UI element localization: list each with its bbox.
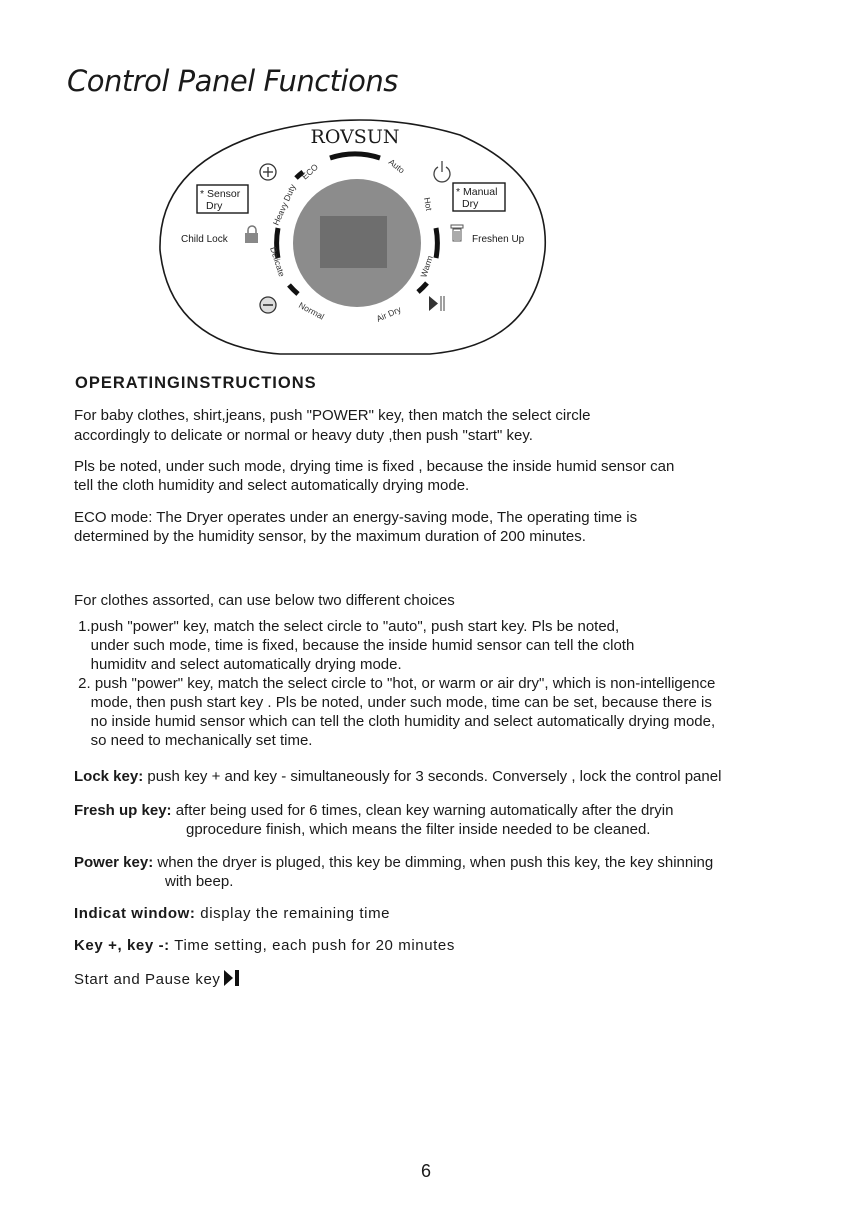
manual-dry-label-1: * Manual (456, 186, 498, 198)
child-lock-label: Child Lock (181, 234, 228, 245)
fresh-key-line (74, 801, 673, 821)
paragraph-2a: Pls be noted, under such mode, drying time is fixed , because the inside humid sensor can (74, 458, 675, 475)
power-key-text-2: with beep. (165, 873, 234, 890)
fresh-key-text-2: gprocedure finish, which means the filter inside needed to be cleaned. (186, 821, 651, 838)
ring-arc-right (436, 228, 437, 258)
power-key-text: when the dryer is pluged, this key be dimming, when push this key, the key shinning (153, 854, 714, 871)
start-pause-line (74, 969, 242, 990)
indicat-window-line (74, 904, 390, 924)
lock-key-line (74, 767, 721, 787)
minus-icon[interactable] (260, 297, 276, 313)
power-key-line (74, 853, 713, 873)
power-icon[interactable] (434, 161, 450, 182)
list-item-2a: 2. push "power" key, match the select circle to "hot, or warm or air dry", which is non-intelligence (74, 675, 716, 692)
list-item-2d: so need to mechanically set time. (74, 732, 313, 749)
ring-arc-bottomright (418, 283, 427, 292)
fresh-key-label: Fresh up key: (74, 802, 172, 819)
page-title: Control Panel Functions (67, 64, 398, 98)
freshen-up-label: Freshen Up (472, 234, 525, 245)
paragraph-2b: tell the cloth humidity and select automatically drying mode. (74, 477, 470, 494)
start-pause-text: Start and Pause key (74, 971, 221, 988)
fresh-key-text: after being used for 6 times, clean key warning automatically after the dryin (171, 802, 674, 819)
display-window (320, 216, 387, 268)
paragraph-4: For clothes assorted, can use below two different choices (74, 592, 455, 609)
paragraph-3a: ECO mode: The Dryer operates under an energy-saving mode, The operating time is (74, 509, 638, 526)
paragraph-3b: determined by the humidity sensor, by the maximum duration of 200 minutes. (74, 528, 586, 545)
program-heavy-duty: Heavy Duty (270, 182, 298, 227)
manual-dry-label-2: Dry (462, 198, 479, 210)
section-heading: OPERATINGINSTRUCTIONS (75, 374, 317, 392)
plus-minus-label: Key +, key -: (74, 937, 170, 954)
paragraph-1b: accordingly to delicate or normal or heavy duty ,then push "start" key. (74, 427, 533, 444)
sensor-dry-label-1: * Sensor (200, 188, 241, 200)
sensor-dry-label-2: Dry (206, 200, 223, 212)
program-auto: Auto (386, 156, 407, 176)
list-item-1a: 1.push "power" key, match the select circle to "auto", push start key. Pls be noted, (74, 618, 620, 635)
list-item-1c: humiditv and select automatically drying mode. (74, 656, 402, 673)
program-warm: Warm (418, 254, 435, 279)
page-number: 6 (421, 1161, 432, 1181)
freshen-up-icon[interactable] (451, 225, 463, 241)
power-key-label: Power key: (74, 854, 154, 871)
program-eco: ECO (299, 161, 321, 182)
list-item-2c: no inside humid sensor which can tell the cloth humidity and select automatically drying mode, (74, 713, 716, 730)
lock-icon[interactable] (245, 226, 258, 243)
indicat-window-text: display the remaining time (195, 905, 391, 922)
control-panel-diagram (150, 118, 560, 358)
program-hot: Hot (422, 196, 435, 212)
program-air-dry: Air Dry (374, 304, 403, 324)
ring-arc-top (330, 154, 380, 158)
start-pause-icon[interactable] (429, 296, 444, 311)
plus-minus-line (74, 936, 455, 956)
list-item-1b: under such mode, time is fixed, because the inside humid sensor can tell the cloth (74, 637, 635, 654)
ring-arc-bottomleft (289, 285, 298, 294)
brand-logo: ROVSUN (310, 126, 400, 148)
indicat-window-label: Indicat window: (74, 905, 196, 922)
paragraph-1a: For baby clothes, shirt,jeans, push "POWER" key, then match the select circle (74, 407, 591, 424)
plus-minus-text: Time setting, each push for 20 minutes (169, 937, 455, 954)
list-item-2b: mode, then push start key . Pls be noted, under such mode, time can be set, because there is (74, 694, 712, 711)
program-delicate: Delicate (268, 245, 288, 278)
lock-key-text: push key + and key - simultaneously for 3 seconds. Conversely , lock the control panel (143, 768, 722, 785)
plus-icon[interactable] (260, 164, 276, 180)
program-normal: Normal (297, 299, 326, 322)
lock-key-label: Lock key: (74, 768, 144, 785)
start-pause-inline-icon (222, 969, 242, 987)
